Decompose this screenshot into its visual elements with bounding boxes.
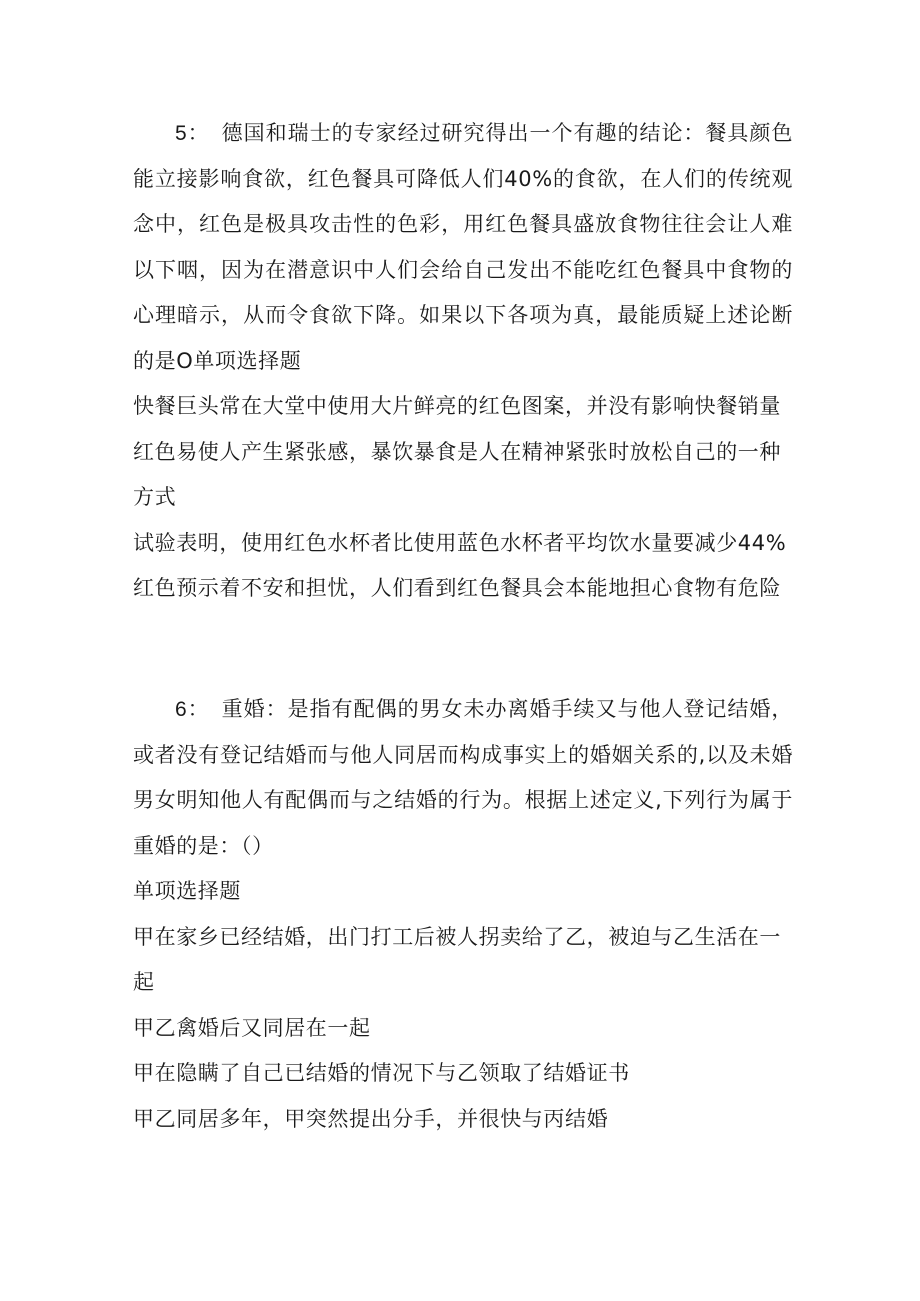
question-6	[133, 687, 793, 1142]
option-c: 试验表明，使用红色水杯者比使用蓝色水杯者平均饮水量要减少44%	[133, 530, 787, 555]
option-a: 甲在家乡已经结婚，出门打工后被人拐卖给了乙，被迫与乙生活在一起	[133, 924, 781, 994]
question-number: 6：	[175, 698, 210, 721]
question-type: 单项选择题	[133, 879, 241, 903]
question-text: 重婚：是指有配偶的男女未办离婚手续又与他人登记结婚，或者没有登记结婚而与他人同居而构成事实上的婚姻关系的,以及未婚男女明知他人有配偶而与之结婚的行为。根据上述定义,下列行为属于重婚的是：（）	[133, 697, 793, 858]
question-stem	[133, 111, 793, 384]
question-5	[133, 111, 793, 612]
option-d: 红色预示着不安和担忧，人们看到红色餐具会本能地担心食物有危险	[133, 576, 781, 600]
option-c: 甲在隐瞒了自己已结婚的情况下与乙领取了结婚证书	[133, 1061, 630, 1085]
option-d: 甲乙同居多年，甲突然提出分手，并很快与丙结婚	[133, 1106, 609, 1131]
option-a: 快餐巨头常在大堂中使用大片鲜亮的红色图案，并没有影响快餐销量	[133, 394, 781, 418]
option-b: 甲乙禽婚后又同居在一起	[133, 1015, 371, 1040]
question-stem	[133, 687, 793, 869]
question-text: 德国和瑞士的专家经过研究得出一个有趣的结论：餐具颜色能立接影响食欲，红色餐具可降低人们40%的食欲，在人们的传统观念中，红色是极具攻击性的色彩，用红色餐具盛放食物往往会让人难以下咽，因为在潜意识中人们会给自己发出不能吃红色餐具中食物的心理暗示，从而令食欲下降。如果以下各项为真，最能质疑上述论断的是O单项选择题	[133, 121, 793, 373]
question-number: 5：	[175, 122, 210, 145]
option-b: 红色易使人产生紧张感，暴饮暴食是人在精神紧张时放松自己的一种方式	[133, 439, 781, 509]
